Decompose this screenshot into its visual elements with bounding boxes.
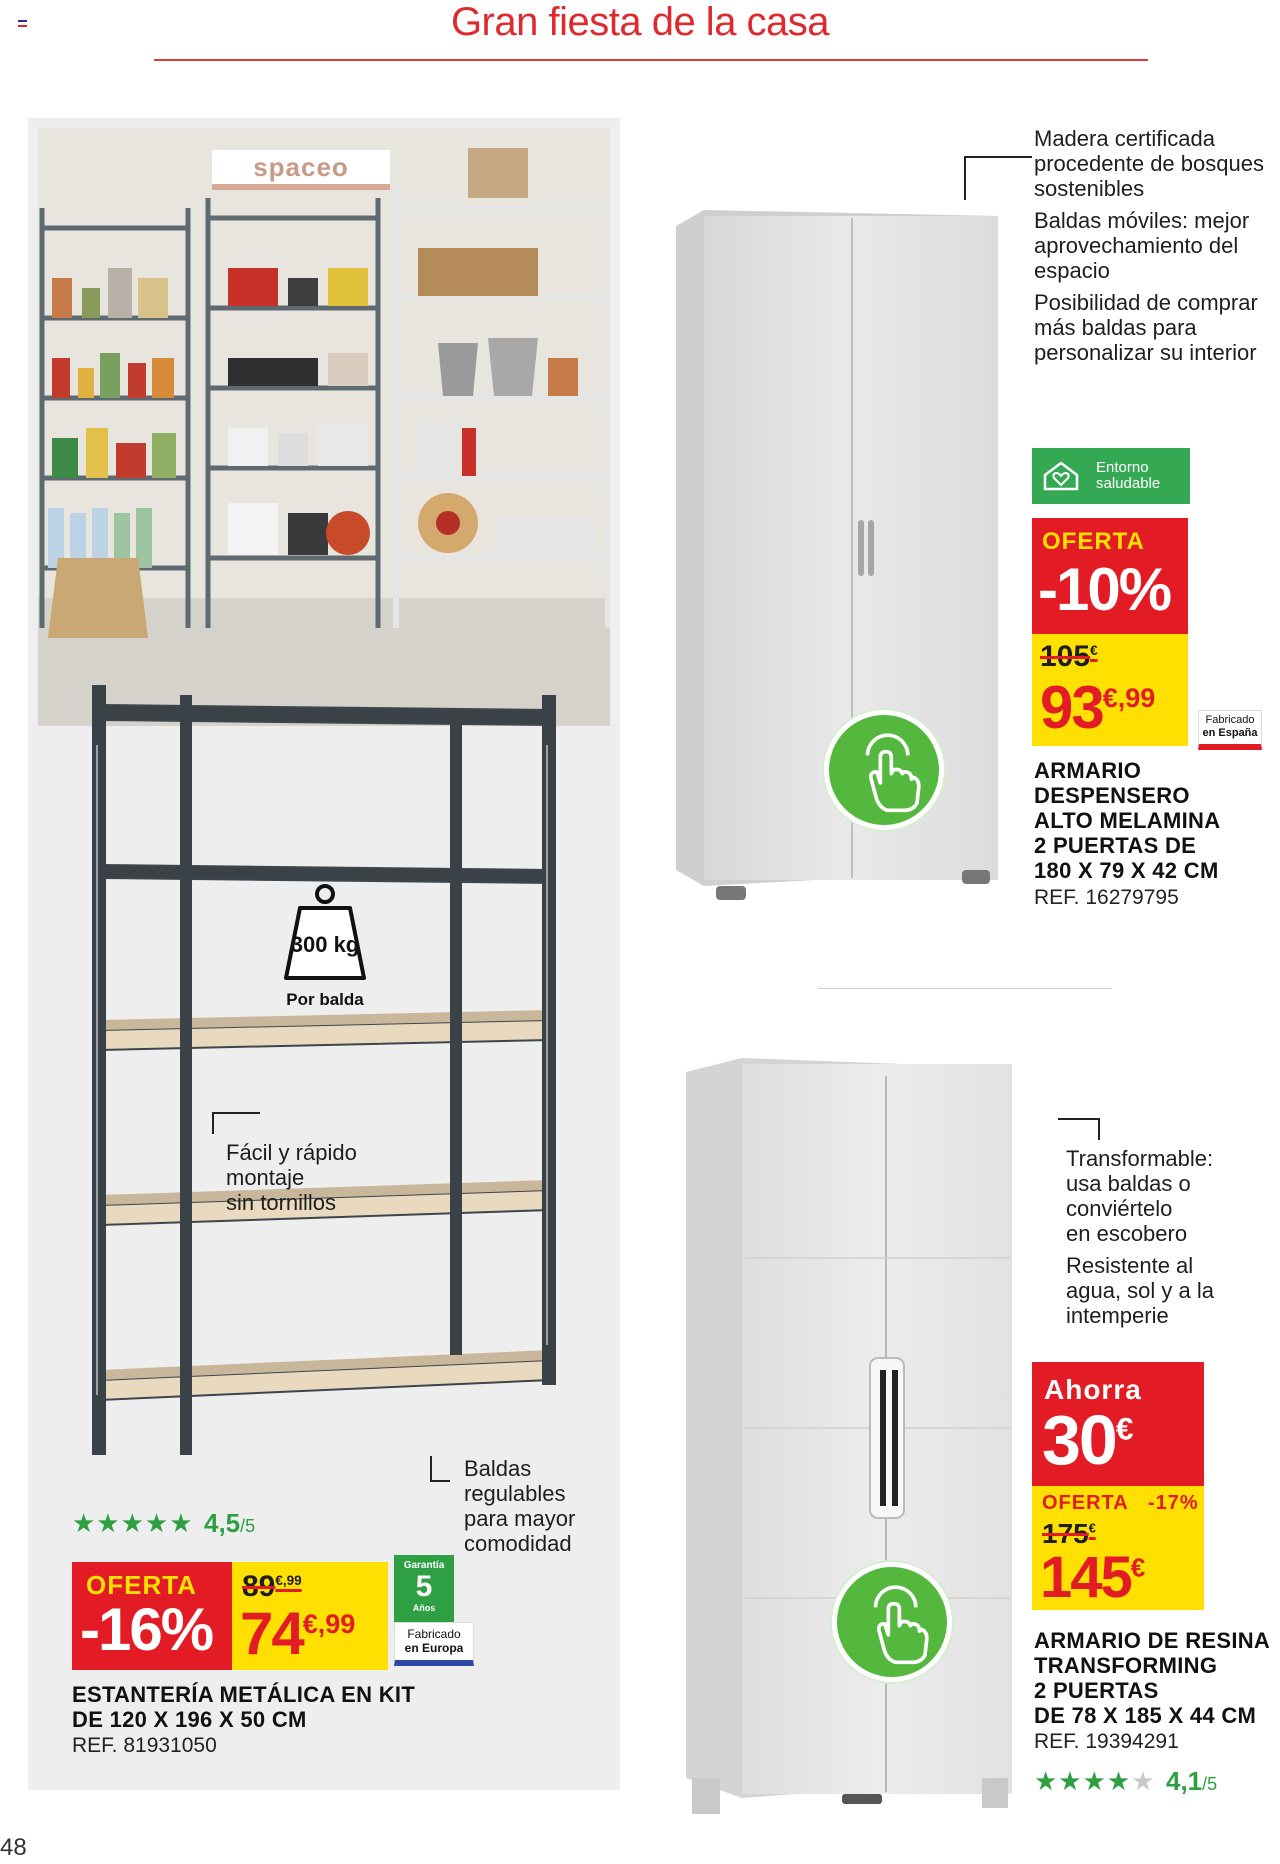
product-name-line: DE 120 X 196 X 50 CM	[72, 1707, 307, 1732]
callout-pointer	[1058, 1118, 1100, 1140]
made-in-label: Fabricado	[1205, 714, 1255, 726]
product-name-line: ARMARIO	[1034, 758, 1142, 783]
made-in-region: en España	[1202, 727, 1258, 739]
feature-line: en escobero	[1066, 1221, 1188, 1246]
offer-label: OFERTA	[1042, 1492, 1129, 1514]
pantry-discount-box	[1032, 518, 1188, 634]
rating-value: 4,5	[204, 1508, 241, 1538]
product-name-line: ALTO MELAMINA	[1034, 808, 1221, 833]
eco-label-line: saludable	[1096, 475, 1161, 492]
callout-pointer	[212, 1112, 260, 1134]
shelving-product-ref: REF. 81931050	[72, 1734, 217, 1757]
old-price-currency: €	[1088, 1521, 1096, 1536]
old-price-integer: 89	[242, 1570, 276, 1603]
weight-capacity-badge	[270, 880, 380, 1010]
shelving-discount-box	[72, 1562, 232, 1670]
brand-logo-text: spaceo	[253, 152, 349, 182]
feature-line: Transformable:	[1066, 1146, 1214, 1171]
callout-line: montaje	[226, 1165, 305, 1190]
made-in-europe-badge	[394, 1622, 474, 1666]
feature-line: personalizar su interior	[1034, 340, 1257, 365]
callout-line: para mayor	[464, 1506, 576, 1531]
product-name-line: 2 PUERTAS	[1034, 1678, 1159, 1703]
callout-pointer	[964, 156, 1032, 200]
old-price	[242, 1570, 302, 1604]
feature-line: intemperie	[1066, 1303, 1169, 1328]
product-name-line: DESPENSERO	[1034, 783, 1190, 808]
new-price	[240, 1602, 355, 1666]
pantry-product-name	[1034, 758, 1220, 883]
tap-hand-icon[interactable]	[832, 1562, 952, 1682]
product-name-line: 180 X 79 X 42 CM	[1034, 858, 1219, 883]
callout-line: comodidad	[464, 1531, 572, 1556]
new-price	[1040, 676, 1155, 740]
feature-block	[1034, 290, 1264, 365]
resin-cabinet-image	[682, 1058, 1018, 1820]
feature-line: usa baldas o	[1066, 1171, 1191, 1196]
feature-line: Posibilidad de comprar	[1034, 290, 1258, 315]
resin-rating	[1034, 1766, 1217, 1797]
feature-line: más baldas para	[1034, 315, 1197, 340]
product-name-line: 2 PUERTAS DE	[1034, 833, 1197, 858]
star-rating-icon: ★★★★★	[1034, 1766, 1156, 1796]
made-in-region: en Europa	[404, 1641, 464, 1655]
resin-product-name	[1034, 1628, 1270, 1728]
old-price	[1040, 640, 1098, 674]
product-name-line: ARMARIO DE RESINA	[1034, 1628, 1271, 1653]
old-price-integer: 105	[1040, 640, 1091, 673]
rating-scale: /5	[1202, 1774, 1218, 1794]
callout-line: Baldas	[464, 1456, 532, 1481]
resin-savings-box	[1032, 1362, 1204, 1486]
eco-label	[1096, 460, 1160, 492]
storage-room-photo	[38, 128, 610, 726]
offer-label: OFERTA	[1042, 528, 1145, 555]
shelving-rating	[72, 1508, 255, 1539]
callout-line: regulables	[464, 1481, 566, 1506]
pantry-features	[1034, 126, 1264, 365]
new-price-integer: 93	[1040, 674, 1103, 741]
tap-hand-icon[interactable]	[824, 710, 944, 830]
new-price-integer: 145	[1040, 1545, 1131, 1610]
new-price-integer: 74	[240, 1600, 303, 1667]
feature-line: Resistente al	[1066, 1253, 1194, 1278]
feature-block	[1034, 126, 1264, 201]
callout-shelves	[464, 1456, 575, 1556]
savings-amount	[1042, 1401, 1134, 1479]
feature-line: aprovechamiento del	[1034, 233, 1239, 258]
callout-line: Fácil y rápido	[226, 1140, 357, 1165]
feature-line: espacio	[1034, 258, 1110, 283]
discount-percentage: -17%	[1148, 1492, 1199, 1514]
guarantee-unit: Años	[412, 1603, 436, 1613]
feature-block	[1066, 1253, 1214, 1328]
resin-features	[1066, 1146, 1214, 1328]
new-price	[1040, 1545, 1146, 1610]
rating-value: 4,1	[1166, 1766, 1203, 1796]
old-price-currency: €	[1090, 643, 1098, 658]
page-title: Gran fiesta de la casa	[450, 0, 830, 44]
shelving-product-name	[72, 1682, 415, 1732]
shelving-price-box	[232, 1562, 388, 1670]
weight-caption: Por balda	[286, 990, 364, 1009]
resin-product-ref: REF. 19394291	[1034, 1730, 1179, 1753]
new-price-currency: €	[1130, 1552, 1146, 1583]
made-in-spain-badge	[1198, 710, 1262, 750]
guarantee-years: 5	[415, 1570, 433, 1603]
savings-label: Ahorra	[1044, 1374, 1142, 1405]
feature-block	[1034, 208, 1264, 283]
pantry-price-box	[1032, 634, 1188, 746]
feature-block	[1066, 1146, 1214, 1246]
feature-line: sostenibles	[1034, 176, 1145, 201]
eco-label-line: Entorno	[1096, 459, 1149, 476]
product-divider	[818, 988, 1112, 989]
eco-healthy-badge	[1032, 448, 1190, 504]
discount-percentage: -16%	[80, 1596, 213, 1663]
feature-line: procedente de bosques	[1034, 151, 1264, 176]
savings-value: 30	[1042, 1401, 1116, 1479]
metal-shelving-image	[80, 645, 570, 1480]
title-divider	[154, 59, 1148, 61]
product-name-line: ESTANTERÍA METÁLICA EN KIT	[72, 1682, 416, 1707]
new-price-decimals: €,99	[1102, 683, 1156, 713]
savings-currency: €	[1115, 1410, 1134, 1447]
product-name-line: DE 78 X 185 X 44 CM	[1034, 1703, 1257, 1728]
star-rating-icon: ★★★★★	[72, 1508, 194, 1538]
guarantee-label: Garantía	[403, 1560, 445, 1571]
callout-line: sin tornillos	[226, 1190, 337, 1215]
new-price-decimals: €,99	[302, 1609, 356, 1639]
house-heart-icon	[1042, 460, 1080, 492]
resin-price-box	[1032, 1486, 1204, 1610]
rating-scale: /5	[240, 1516, 256, 1536]
feature-line: Madera certificada	[1034, 126, 1215, 151]
offer-label: OFERTA	[86, 1570, 197, 1600]
old-price-integer: 175	[1042, 1518, 1089, 1549]
feature-line: Baldas móviles: mejor	[1034, 208, 1250, 233]
product-name-line: TRANSFORMING	[1034, 1653, 1218, 1678]
callout-pointer	[430, 1456, 450, 1482]
callout-assembly	[226, 1140, 357, 1215]
brand-logo	[212, 150, 390, 190]
pantry-product-ref: REF. 16279795	[1034, 886, 1179, 909]
weight-value: 300 kg	[290, 932, 360, 957]
feature-line: agua, sol y a la	[1066, 1278, 1214, 1303]
made-in-label: Fabricado	[407, 1627, 461, 1641]
page-number: 48	[0, 1834, 27, 1861]
feature-line: conviértelo	[1066, 1196, 1173, 1221]
discount-percentage: -10%	[1038, 556, 1171, 623]
old-price-decimals: €,99	[275, 1573, 302, 1588]
